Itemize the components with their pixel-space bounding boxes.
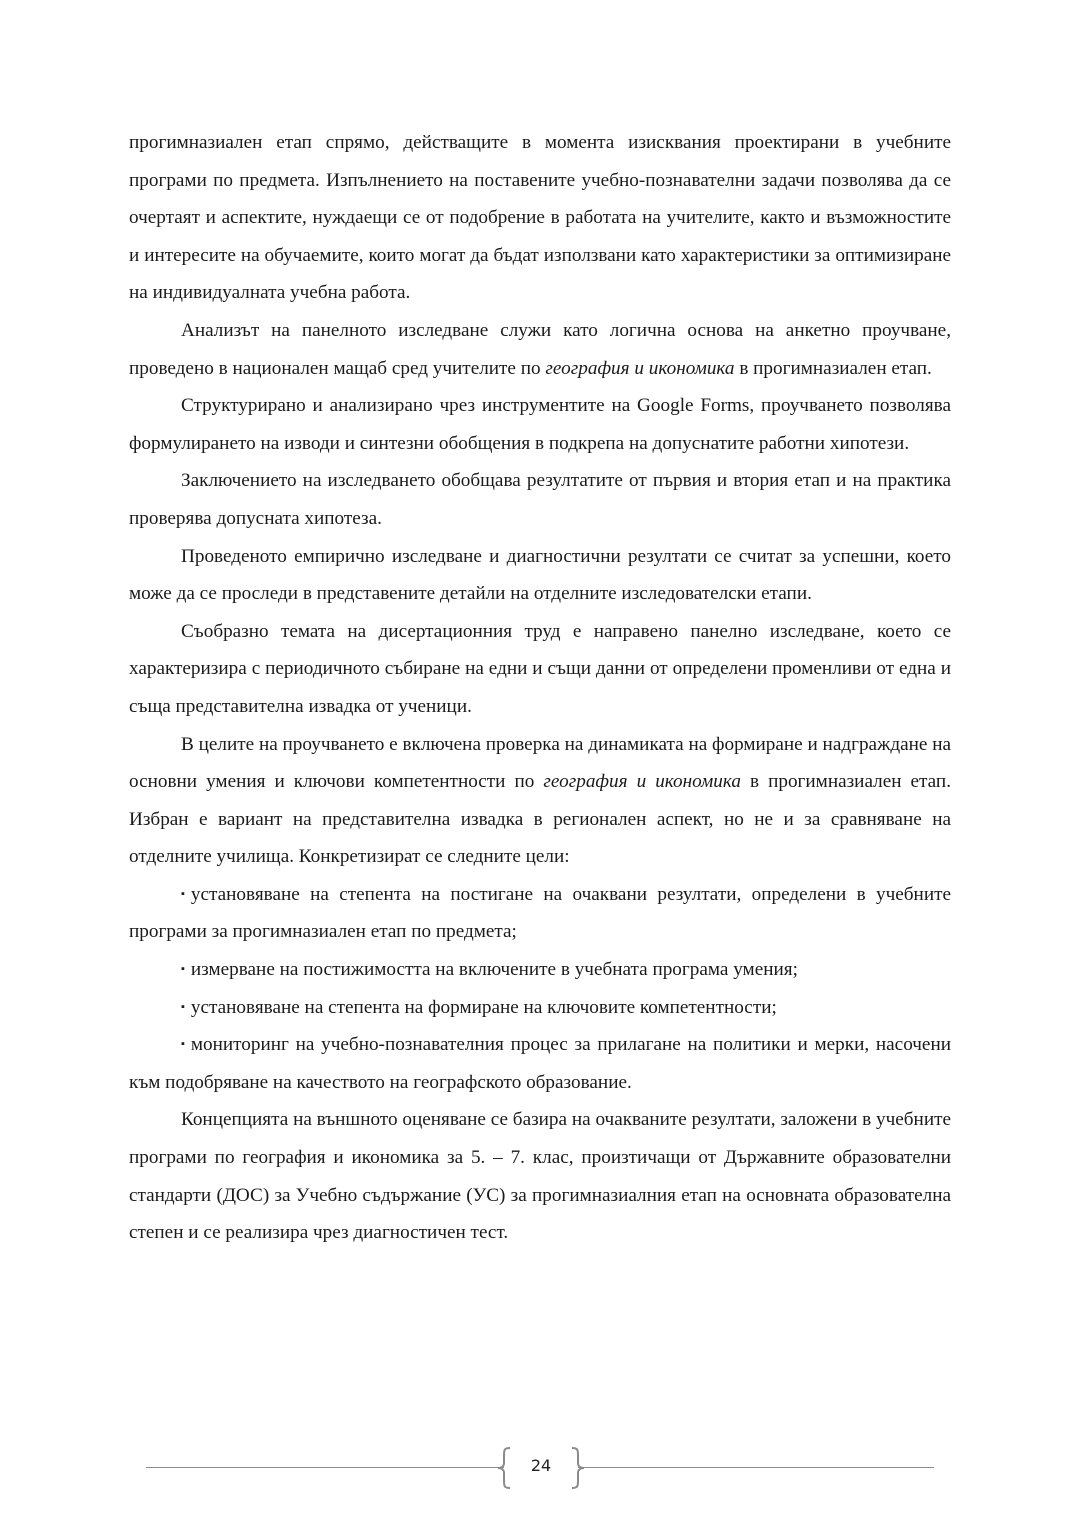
- paragraph-google-forms: [129, 387, 951, 462]
- bullet-marker-icon: ▪: [181, 887, 185, 900]
- footer-rule-right: [578, 1467, 934, 1468]
- paragraph-research-goals: [129, 726, 951, 876]
- paragraph-text: прогимназиален етап спрямо, действащите в момента изисквания проектирани в учебните програми по предмета. Изпълнението на поставените учебно-познавателни задачи позволява да се очертаят и аспектите, нуждаещи се от подобрение в работата на учителите, както и възможностите и интересите на обучаемите, които могат да бъдат използвани като характеристики за оптимизиране на индивидуалната учебна работа.: [129, 132, 951, 304]
- paragraph-text: Структурирано и анализирано чрез инструментите на Google Forms, проучването позволява формулирането на изводи и синтезни обобщения в подкрепа на допуснатите работни хипотези.: [129, 395, 951, 454]
- subject-name-italic: география и икономика: [543, 771, 741, 793]
- paragraph-external-assessment: [129, 1101, 951, 1251]
- bullet-marker-icon: ▪: [181, 1038, 185, 1051]
- paragraph-empirical-study: [129, 538, 951, 613]
- right-brace-icon: [566, 1446, 588, 1490]
- paragraph-text: Концепцията на външното оценяване се базира на очакваните резултати, заложени в учебните програми по география и икономика за 5. – 7. клас, произтичащи от Държавните образователни стандарти (ДОС) за Учебно съдържание (УС) за прогимназиалния етап на основната образователна степен и се реализира чрез диагностичен тест.: [129, 1109, 951, 1244]
- bullet-marker-icon: ▪: [181, 963, 185, 976]
- paragraph-conclusion: [129, 462, 951, 537]
- paragraph-text: Проведеното емпирично изследване и диагностични резултати се считат за успешни, което може да се проследи в представените детайли на отделните изследователски етапи.: [129, 545, 951, 605]
- bullet-text: измерване на постижимостта на включените в учебната програма умения;: [190, 959, 798, 981]
- bullet-marker-icon: ▪: [181, 1000, 185, 1013]
- subject-name-italic: география и икономика: [545, 357, 735, 379]
- paragraph-panel-study: [129, 613, 951, 726]
- page-body: [129, 124, 951, 1252]
- paragraph-text: в прогимназиален етап.: [734, 357, 932, 379]
- paragraph-continuation: [129, 124, 951, 312]
- bullet-item: [129, 951, 951, 989]
- bullet-item: [129, 876, 951, 951]
- paragraph-text: Заключението на изследването обобщава резултатите от първия и втория етап и на практика проверява допусната хипотеза.: [129, 470, 951, 529]
- bullet-text: установяване на степента на формиране на ключовите компетентности;: [190, 996, 777, 1018]
- left-brace-icon: [494, 1446, 516, 1490]
- paragraph-text: в прогимназиален етап. Избран е вариант на представителна извадка в регионален аспект, но не и за сравняване на отделните училища. Конкретизират се следните цели:: [129, 771, 951, 868]
- footer-rule-left: [146, 1467, 504, 1468]
- bullet-item: [129, 1026, 951, 1101]
- bullet-text: мониторинг на учебно-познавателния процес за прилагане на политики и мерки, насочени към подобряване на качеството на географското образование.: [129, 1034, 951, 1093]
- page-footer: [146, 1446, 934, 1490]
- page-number: 24: [530, 1456, 552, 1475]
- bullet-text: установяване на степента на постигане на очаквани резултати, определени в учебните програми за прогимназиален етап по предмета;: [129, 883, 951, 943]
- paragraph-text: В целите на проучването е включена проверка на динамиката на формиране и надграждане на основни умения и ключови компетентности по: [129, 733, 951, 793]
- paragraph-text: Съобразно темата на дисертационния труд е направено панелно изследване, което се характеризира с периодичното събиране на едни и същи данни от определени променливи от една и съща представителна извадка от ученици.: [129, 620, 951, 717]
- paragraph-panel-analysis: [129, 312, 951, 387]
- paragraph-text: Анализът на панелното изследване служи като логична основа на анкетно проучване, проведено в национален мащаб сред учителите по: [129, 319, 951, 379]
- bullet-item: [129, 989, 951, 1027]
